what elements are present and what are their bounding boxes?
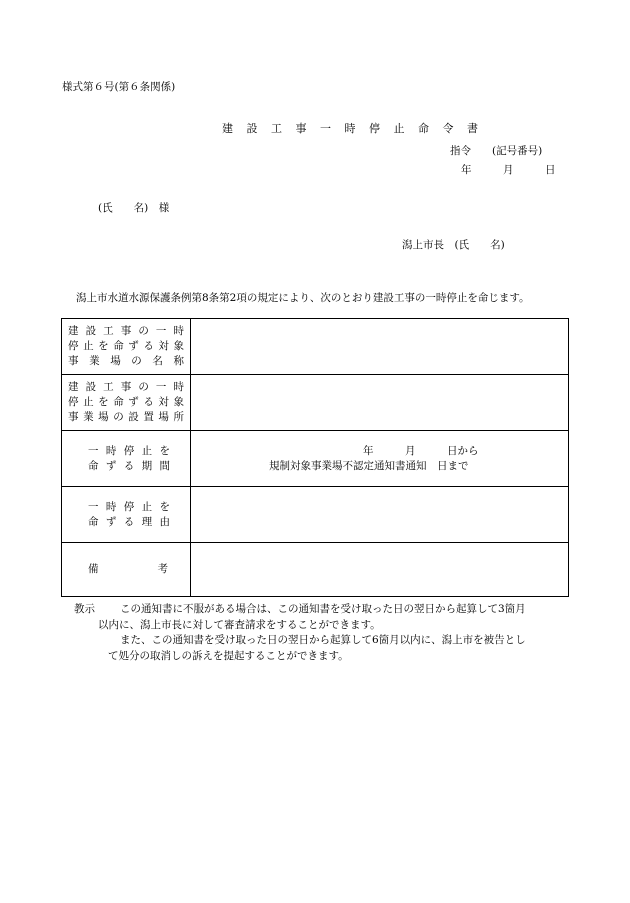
recipient-name: (氏 名) 様	[98, 202, 170, 214]
table-row	[62, 543, 569, 597]
row-value	[191, 543, 569, 597]
table-row	[62, 431, 569, 487]
notice-line: 以内に、潟上市長に対して審査請求をすることができます。	[98, 618, 381, 631]
document-title: 建 設 工 事 一 時 停 止 命 令 書	[222, 122, 483, 135]
label-line: 建 設 工 事 の 一 時	[68, 325, 184, 337]
row-label	[62, 319, 191, 375]
row-label	[62, 543, 191, 597]
date-label: 年 月 日	[461, 164, 556, 176]
order-number-label: 指令 (記号番号)	[450, 145, 543, 157]
table-row	[62, 319, 569, 375]
row-label	[62, 431, 191, 487]
label-line: 備 考	[88, 563, 168, 575]
appeal-notice	[74, 602, 574, 664]
label-line: 停 止 を 命 ず る 対 象	[68, 340, 184, 352]
row-label	[62, 487, 191, 543]
period-start: 年 月 日から	[363, 445, 479, 457]
row-label	[62, 375, 191, 431]
form-reference: 様式第６号(第６条関係)	[62, 81, 176, 93]
notice-line: て処分の取消しの訴えを提起することができます。	[108, 649, 349, 662]
issuer-name: 潟上市長 (氏 名)	[402, 239, 505, 251]
label-line: 建 設 工 事 の 一 時	[68, 381, 184, 393]
period-end: 規制対象事業場不認定通知書通知 日まで	[269, 460, 469, 472]
body-text: 潟上市水道水源保護条例第8条第2項の規定により、次のとおり建設工事の一時停止を命じます。	[76, 292, 530, 304]
notice-head: 教示	[74, 603, 95, 615]
table-row	[62, 487, 569, 543]
period-value	[191, 431, 569, 487]
label-line: 一 時 停 止 を	[88, 444, 170, 457]
label-line: 事 業 場 の 名 称	[68, 355, 184, 367]
label-line: 事 業 場 の 設 置 場 所	[68, 411, 184, 423]
notice-line: また、この通知書を受け取った日の翌日から起算して6箇月以内に、潟上市を被告とし	[120, 634, 526, 646]
notice-line: この通知書に不服がある場合は、この通知書を受け取った日の翌日から起算して3箇月	[120, 603, 526, 615]
row-value	[191, 375, 569, 431]
label-line: 一 時 停 止 を	[88, 500, 170, 513]
label-line: 命 ず る 期 間	[88, 459, 170, 472]
label-line: 命 ず る 理 由	[88, 515, 170, 528]
label-line: 停 止 を 命 ず る 対 象	[68, 396, 184, 408]
row-value	[191, 487, 569, 543]
row-value	[191, 319, 569, 375]
table-row	[62, 375, 569, 431]
order-table	[61, 318, 569, 597]
